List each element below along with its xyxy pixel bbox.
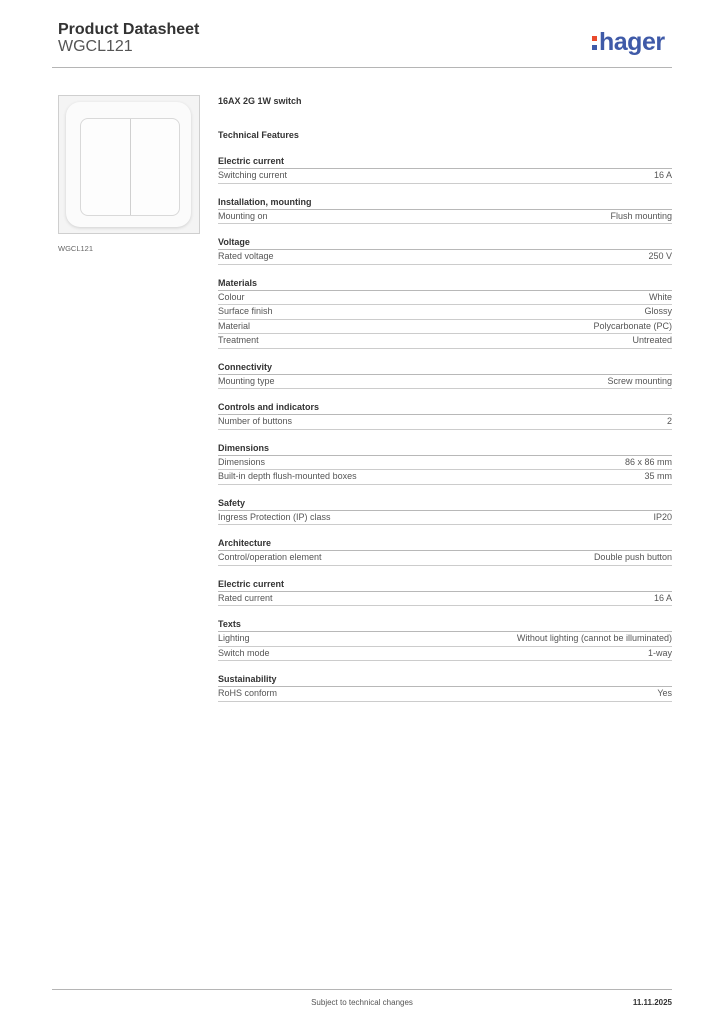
- feature-value: Screw mounting: [607, 375, 672, 386]
- feature-label: Material: [218, 320, 251, 331]
- logo-mark-icon: [592, 36, 597, 50]
- feature-row: [218, 250, 672, 265]
- feature-value: Double push button: [593, 552, 672, 562]
- feature-section: [218, 442, 672, 485]
- product-name: 16AX 2G 1W switch: [218, 96, 302, 106]
- document-subtitle: WGCL121: [58, 38, 133, 55]
- feature-label: Switch mode: [218, 647, 270, 658]
- feature-section: [218, 401, 672, 430]
- feature-section: [218, 236, 672, 265]
- image-caption: WGCL121: [58, 244, 94, 253]
- feature-value: Yes: [657, 688, 672, 698]
- feature-value: IP20: [653, 511, 672, 522]
- feature-value: Untreated: [632, 335, 672, 345]
- switch-2gang-icon: [66, 102, 191, 227]
- feature-section: [218, 618, 672, 661]
- footer-divider: [52, 989, 672, 990]
- section-title: Materials: [218, 277, 672, 291]
- feature-section: [218, 277, 672, 349]
- document-title: Product Datasheet: [58, 21, 200, 38]
- feature-label: Ingress Protection (IP) class: [218, 511, 331, 522]
- feature-row: [218, 551, 672, 566]
- feature-row: [218, 647, 672, 662]
- feature-label: Colour: [218, 291, 245, 302]
- feature-value: 35 mm: [644, 471, 672, 481]
- feature-row: [218, 511, 672, 526]
- section-title: Sustainability: [218, 673, 672, 687]
- feature-section: [218, 673, 672, 702]
- section-title: Architecture: [218, 537, 672, 551]
- feature-value: 2: [666, 416, 672, 426]
- section-title: Connectivity: [218, 361, 672, 375]
- feature-label: Mounting type: [218, 375, 275, 386]
- rocker-divider: [130, 119, 131, 215]
- feature-label: Number of buttons: [218, 416, 293, 426]
- section-title: Voltage: [218, 236, 672, 250]
- feature-row: [218, 456, 672, 471]
- feature-row: [218, 632, 672, 647]
- product-image: [58, 95, 200, 234]
- feature-row: [218, 210, 672, 225]
- footer-date: 11.11.2025: [632, 998, 672, 1007]
- section-title: Electric current: [218, 578, 672, 592]
- feature-row: [218, 291, 672, 306]
- feature-row: [218, 375, 672, 390]
- feature-value: Polycarbonate (PC): [593, 320, 672, 331]
- feature-label: Surface finish: [218, 306, 273, 316]
- feature-value: 16 A: [653, 592, 672, 603]
- section-title: Texts: [218, 618, 672, 632]
- hager-logo: [592, 28, 665, 57]
- section-title: Safety: [218, 497, 672, 511]
- section-title: Installation, mounting: [218, 196, 672, 210]
- feature-label: Control/operation element: [218, 552, 322, 562]
- logo-text: hager: [599, 28, 665, 56]
- feature-label: Lighting: [218, 633, 250, 643]
- feature-row: [218, 415, 672, 430]
- feature-section: [218, 578, 672, 607]
- feature-value: 86 x 86 mm: [624, 456, 672, 467]
- feature-value: Flush mounting: [610, 210, 672, 221]
- feature-label: Dimensions: [218, 456, 266, 467]
- feature-row: [218, 169, 672, 184]
- feature-value: 1-way: [647, 647, 672, 658]
- section-title: Controls and indicators: [218, 401, 672, 415]
- feature-section: [218, 497, 672, 526]
- feature-value: White: [648, 291, 672, 302]
- feature-row: [218, 305, 672, 320]
- switch-rockers: [80, 118, 180, 216]
- section-title: Dimensions: [218, 442, 672, 456]
- footer-note: Subject to technical changes: [311, 998, 413, 1007]
- technical-content: [218, 96, 672, 714]
- feature-label: Mounting on: [218, 210, 268, 221]
- feature-label: Rated current: [218, 592, 273, 603]
- feature-section: [218, 537, 672, 566]
- feature-section: [218, 196, 672, 225]
- feature-label: Built-in depth flush-mounted boxes: [218, 471, 357, 481]
- feature-row: [218, 320, 672, 335]
- feature-row: [218, 334, 672, 349]
- feature-row: [218, 592, 672, 607]
- feature-label: RoHS conform: [218, 688, 278, 698]
- feature-value: Glossy: [644, 306, 672, 316]
- feature-section: [218, 155, 672, 184]
- feature-value: Without lighting (cannot be illuminated): [516, 633, 672, 643]
- feature-sections: [218, 155, 672, 702]
- section-title: Electric current: [218, 155, 672, 169]
- feature-value: 250 V: [648, 251, 672, 261]
- header-divider: [52, 67, 672, 68]
- feature-row: [218, 470, 672, 485]
- feature-label: Treatment: [218, 335, 259, 345]
- feature-label: Rated voltage: [218, 251, 274, 261]
- technical-features-heading: Technical Features: [218, 130, 299, 140]
- feature-label: Switching current: [218, 170, 288, 180]
- feature-value: 16 A: [653, 170, 672, 180]
- feature-row: [218, 687, 672, 702]
- feature-section: [218, 361, 672, 390]
